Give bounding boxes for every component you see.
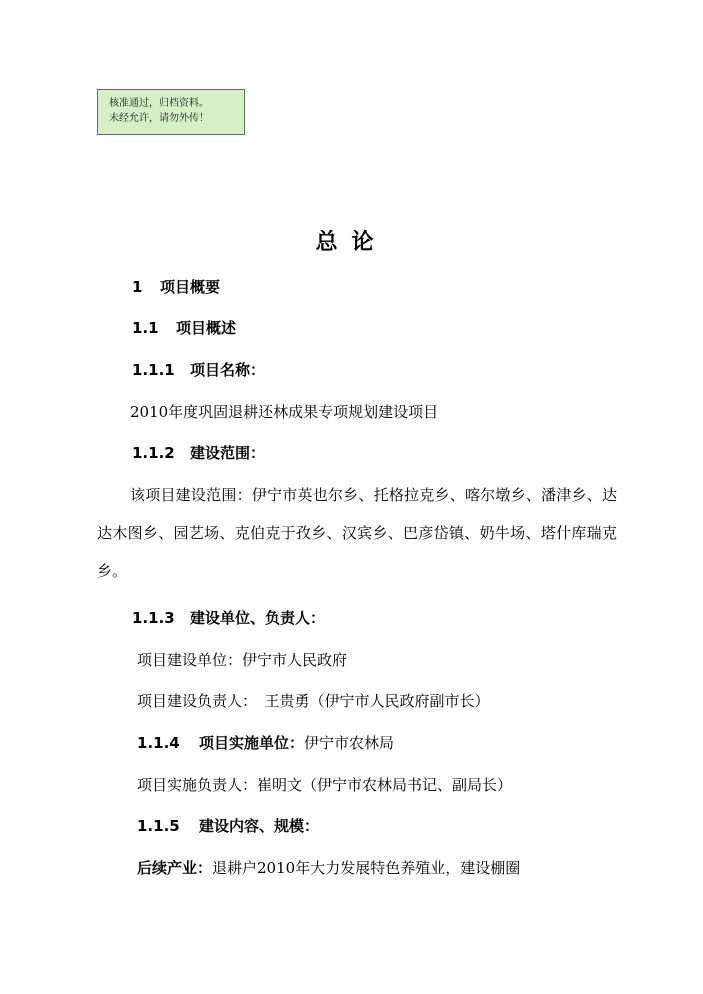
stamp-line-1: 核准通过，归档资料。	[109, 98, 209, 109]
heading-1-1-1-number: 1.1.1	[132, 361, 175, 379]
heading-1-1-5	[137, 816, 319, 836]
heading-1	[132, 277, 220, 297]
heading-1-1-1-label: 项目名称：	[190, 361, 266, 379]
confidential-stamp	[97, 89, 245, 135]
heading-1-1-4-number: 1.1.4	[137, 734, 180, 752]
page-title: 总论	[315, 230, 388, 255]
heading-1-1-4	[137, 733, 394, 753]
follow-industry-label: 后续产业：	[137, 859, 213, 877]
stamp-line-2: 未经允许，请勿外传！	[109, 113, 209, 124]
heading-1-1-5-number: 1.1.5	[137, 817, 180, 835]
impl-lead: 项目实施负责人：崔明文（伊宁市农林局书记、副局长）	[137, 776, 513, 794]
heading-1-1-2-number: 1.1.2	[132, 444, 175, 462]
heading-1-1-number: 1.1	[132, 319, 159, 337]
heading-1-1-3	[132, 608, 325, 628]
heading-1-1-3-label: 建设单位、负责人：	[190, 609, 326, 627]
heading-1-number: 1	[132, 278, 143, 296]
heading-1-1	[132, 318, 236, 338]
builder-lead: 项目建设负责人： 王贵勇（伊宁市人民政府副市长）	[137, 692, 490, 710]
follow-industry-text: 退耕户2010年大力发展特色养殖业，建设棚圈	[212, 859, 521, 877]
heading-1-1-2-label: 建设范围：	[190, 444, 266, 462]
impl-unit-value: 伊宁市农林局	[304, 734, 395, 752]
heading-1-1-3-number: 1.1.3	[132, 609, 175, 627]
project-name: 2010年度巩固退耕还林成果专项规划建设项目	[130, 403, 439, 421]
builder-unit: 项目建设单位：伊宁市人民政府	[137, 651, 348, 669]
heading-1-1-2	[132, 443, 265, 463]
heading-1-label: 项目概要	[160, 278, 221, 296]
heading-1-1-label: 项目概述	[176, 319, 237, 337]
scope-paragraph: 该项目建设范围：伊宁市英也尔乡、托格拉克乡、喀尔墩乡、潘津乡、达达木图乡、园艺场、克伯克于孜乡、汉宾乡、巴彦岱镇、奶牛场、塔什库瑞克乡。	[97, 486, 617, 580]
heading-1-1-5-label: 建设内容、规模：	[199, 817, 320, 835]
heading-1-1-1	[132, 360, 265, 380]
follow-industry	[137, 858, 520, 878]
heading-1-1-4-label: 项目实施单位：	[199, 734, 305, 752]
